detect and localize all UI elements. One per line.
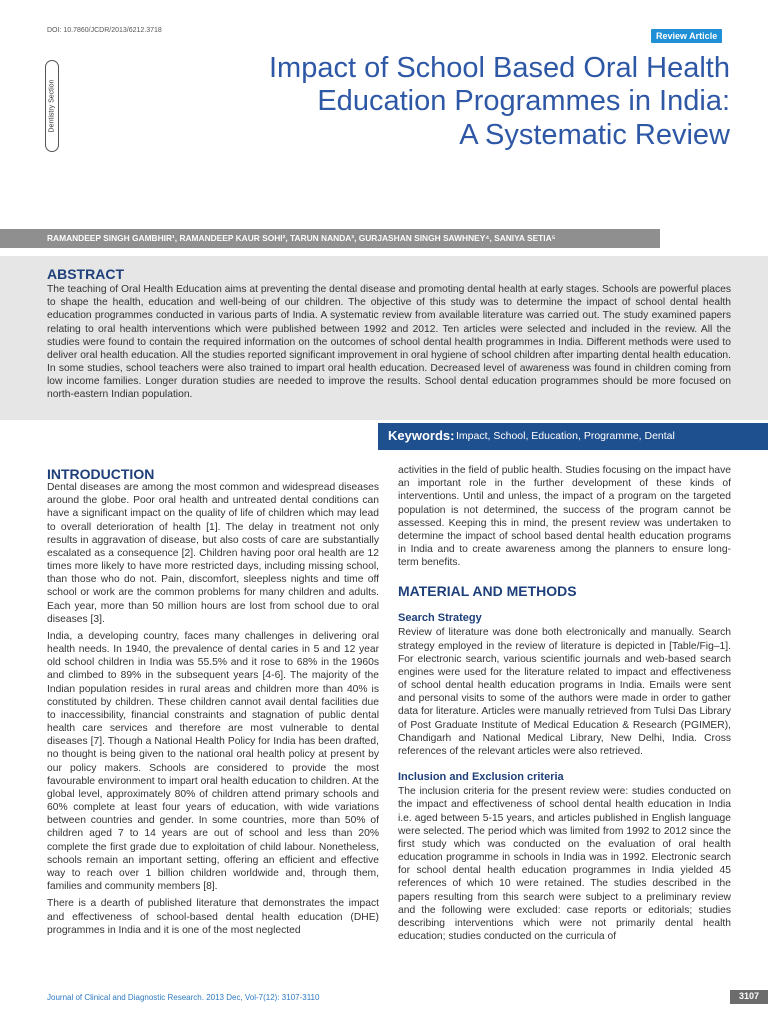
search-strategy-text: Review of literature was done both electronically and manually. Search strategy employed in the review of literature is depicted in [Table/Fig–1]. For electronic search, various scientific journals and web-based search engines were used for the literature related to impact and effectiveness of school dental health education programs in India. Emails were sent and personal visits to some of the authors were made in order to gather data for literature. Articles were manually retrieved from Tulsi Das Library of Post Graduate Institute of Medical Education & Research (PGIMER), Chandigarh and National Medical Library, New Delhi, India. Cross references of the relevant articles were also retrieved.	[398, 627, 731, 757]
inclusion-heading: Inclusion and Exclusion criteria	[398, 771, 564, 784]
keywords-bar	[378, 423, 768, 450]
article-title	[170, 52, 730, 152]
doi-text: DOI: 10.7860/JCDR/2013/6212.3718	[47, 27, 162, 34]
search-strategy-heading: Search Strategy	[398, 612, 482, 625]
intro-paragraph-continued: activities in the field of public health. Studies focusing on the impact have an important role in the further development of these kinds of interventions. Until and unless, the impact of a program on the targeted population is not determined, the success of the program cannot be assessed. Keeping this in mind, the present review was undertaken to determine the impact of school based dental health education programs in India and to create awareness among the planners to ensure long-term benefits.	[398, 465, 731, 569]
title-line: Impact of School Based Oral Health	[268, 52, 730, 84]
article-type-badge: Review Article	[651, 29, 722, 43]
keywords-label: Keywords:	[388, 428, 455, 443]
inclusion-text: The inclusion criteria for the present review were: studies conducted on the impact and effectiveness of school dental health education in India i.e. aged between 5-15 years, and articles published in English language were selected. The period which was limited from 1992 to 2012 since the first study which was conducted on the evaluation of oral health education programme in schools in India was in 1992. Electronic search for school dental health education programmes in India yielded 45 references of which 10 were retained. The studies described in the papers resulting from this search were subject to a preliminary review and the following were excluded: case reports or editorials; studies describing interventions which were not primarily dental health education; studies conducted on the curricula of	[398, 786, 731, 943]
page-number: 3107	[730, 990, 768, 1004]
keywords-text: Impact, School, Education, Programme, Dental	[456, 430, 675, 442]
journal-footer: Journal of Clinical and Diagnostic Research. 2013 Dec, Vol-7(12): 3107-3110	[47, 993, 320, 1002]
methods-heading: MATERIAL AND METHODS	[398, 583, 577, 600]
right-column	[398, 464, 731, 947]
intro-paragraph: Dental diseases are among the most common and widespread diseases around the globe. Poor oral health and untreated dental conditions can have a significant impact on the quality of life of children which may lead to overall deterioration of health [1]. The delay in treatment not only results in aggravation of disease, but also costs of care are substantially escalated as a consequence [2]. Children having poor oral health are 12 times more likely to have more restricted days, including missing school, than those who do not. Pain, discomfort, sleepless nights and time off school or work are the common problems for many children and adults. Each year, more than 50 million hours are lost from school due to oral diseases [3].	[47, 482, 379, 625]
abstract-text: The teaching of Oral Health Education aims at preventing the dental disease and promoting dental health at early stages. Schools are powerful places to shape the health, education and well-being of our children. The objective of this study was to determine the impact of school dental health education programmes conducted in various parts of India. A systematic review from available literature was carried out. The study examined papers relating to oral health interventions which were published between 1992 and 2012. Ten articles were selected and included in the review. All the studies were found to contain the required information on the outcomes of school dental health programmes in India. Different methods were used to deliver oral health education. All the studies reported significant improvement in oral hygiene of school children after imparting dental health education. In some studies, school teachers were also trained to impart oral health education. Decreased level of awareness was found in children coming from low income families. Longer duration studies are needed to improve the results. School dental education programmes should be more focused on north-eastern Indian population.	[47, 284, 732, 401]
intro-paragraph: India, a developing country, faces many challenges in delivering oral health needs. In 1940, the prevalence of dental caries in 5 and 12 year old school children in India was 55.5% and it rose to 68% in the 1960s and climbed to 89% in the subsequent years [4-6]. The majority of the Indian population resides in rural areas and children more than 40% is constituted by children. These children cannot avail dental facilities due to inaccessibility, financial constraints and stagnation of public dental health care services and therefore are most vulnerable to dental diseases [7]. Though a National Health Policy for India has been drafted, no thought is being given to the national oral health policy at present by our policy makers. Schools are considered to provide the most favourable environment to impart oral health education to children. At the global level, approximately 80% of children attend primary schools and 60% complete at least four years of education, with wide variations between countries and gender. In some countries, more than 50% of children aged 7 to 14 years are out of school and less than 20% complete the first grade due to exploitation of child labour. Nonetheless, schools remain an important setting, offering an efficient and effective way to reach over 1 billion children worldwide and, through them, families and community members [8].	[47, 630, 379, 893]
section-tab-label: Dentistry Section	[48, 79, 56, 133]
introduction-heading: INTRODUCTION	[47, 466, 155, 482]
authors-bar	[0, 229, 660, 248]
authors-list: RAMANDEEP SINGH GAMBHIR¹, RAMANDEEP KAUR SOHI², TARUN NANDA³, GURJASHAN SINGH SAWHNEY⁴, SANIYA SETIA⁵	[47, 233, 556, 243]
section-tab	[45, 60, 59, 152]
title-line: A Systematic Review	[459, 118, 730, 151]
abstract-heading: ABSTRACT	[47, 266, 124, 282]
left-column	[47, 481, 379, 941]
intro-paragraph: There is a dearth of published literature that demonstrates the impact and effectiveness of school-based dental health education (DHE) programmes in India and it is one of the most neglected	[47, 898, 379, 936]
title-line: Education Programmes in India:	[317, 85, 730, 118]
